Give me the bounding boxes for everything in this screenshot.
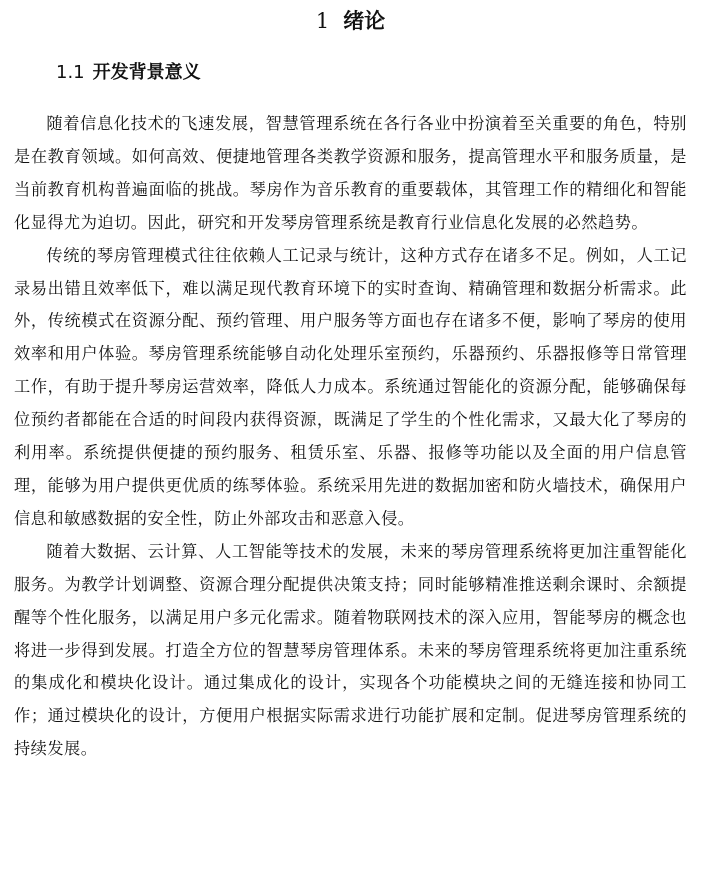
chapter-title: 绪论 [343, 9, 386, 33]
paragraph-3: 随着大数据、云计算、人工智能等技术的发展，未来的琴房管理系统将更加注重智能化服务。为教学计划调整、资源合理分配提供决策支持；同时能够精准推送剩余课时、余额提醒等个性化服务，以满足用户多元化需求。随着物联网技术的深入应用，智能琴房的概念也将进一步得到发展。打造全方位的智慧琴房管理体系。未来的琴房管理系统将更加注重系统的集成化和模块化设计。通过集成化的设计，实现各个功能模块之间的无缝连接和协同工作；通过模块化的设计，方便用户根据实际需求进行功能扩展和定制。促进琴房管理系统的持续发展。 [14, 541, 687, 759]
section-number: 1.1 [56, 62, 85, 83]
paragraph-1: 随着信息化技术的飞速发展，智慧管理系统在各行各业中扮演着至关重要的角色，特别是在教育领域。如何高效、便捷地管理各类教学资源和服务，提高管理水平和服务质量，是当前教育机构普遍面临的挑战。琴房作为音乐教育的重要载体，其管理工作的精细化和智能化显得尤为迫切。因此，研究和开发琴房管理系统是教育行业信息化发展的必然趋势。 [14, 114, 687, 232]
chapter-heading [0, 6, 701, 36]
paragraph-2: 传统的琴房管理模式往往依赖人工记录与统计，这种方式存在诸多不足。例如，人工记录易出错且效率低下，难以满足现代教育环境下的实时查询、精确管理和数据分析需求。此外，传统模式在资源分配、预约管理、用户服务等方面也存在诸多不便，影响了琴房的使用效率和用户体验。琴房管理系统能够自动化处理乐室预约，乐器预约、乐器报修等日常管理工作，有助于提升琴房运营效率，降低人力成本。系统通过智能化的资源分配，能够确保每位预约者都能在合适的时间段内获得资源，既满足了学生的个性化需求，又最大化了琴房的利用率。系统提供便捷的预约服务、租赁乐室、乐器、报修等功能以及全面的用户信息管理，能够为用户提供更优质的练琴体验。系统采用先进的数据加密和防火墙技术，确保用户信息和敏感数据的安全性，防止外部攻击和恶意入侵。 [14, 245, 687, 528]
section-heading [56, 58, 201, 88]
body-text [14, 108, 687, 766]
section-title: 开发背景意义 [92, 62, 201, 83]
chapter-number: 1 [315, 9, 330, 33]
